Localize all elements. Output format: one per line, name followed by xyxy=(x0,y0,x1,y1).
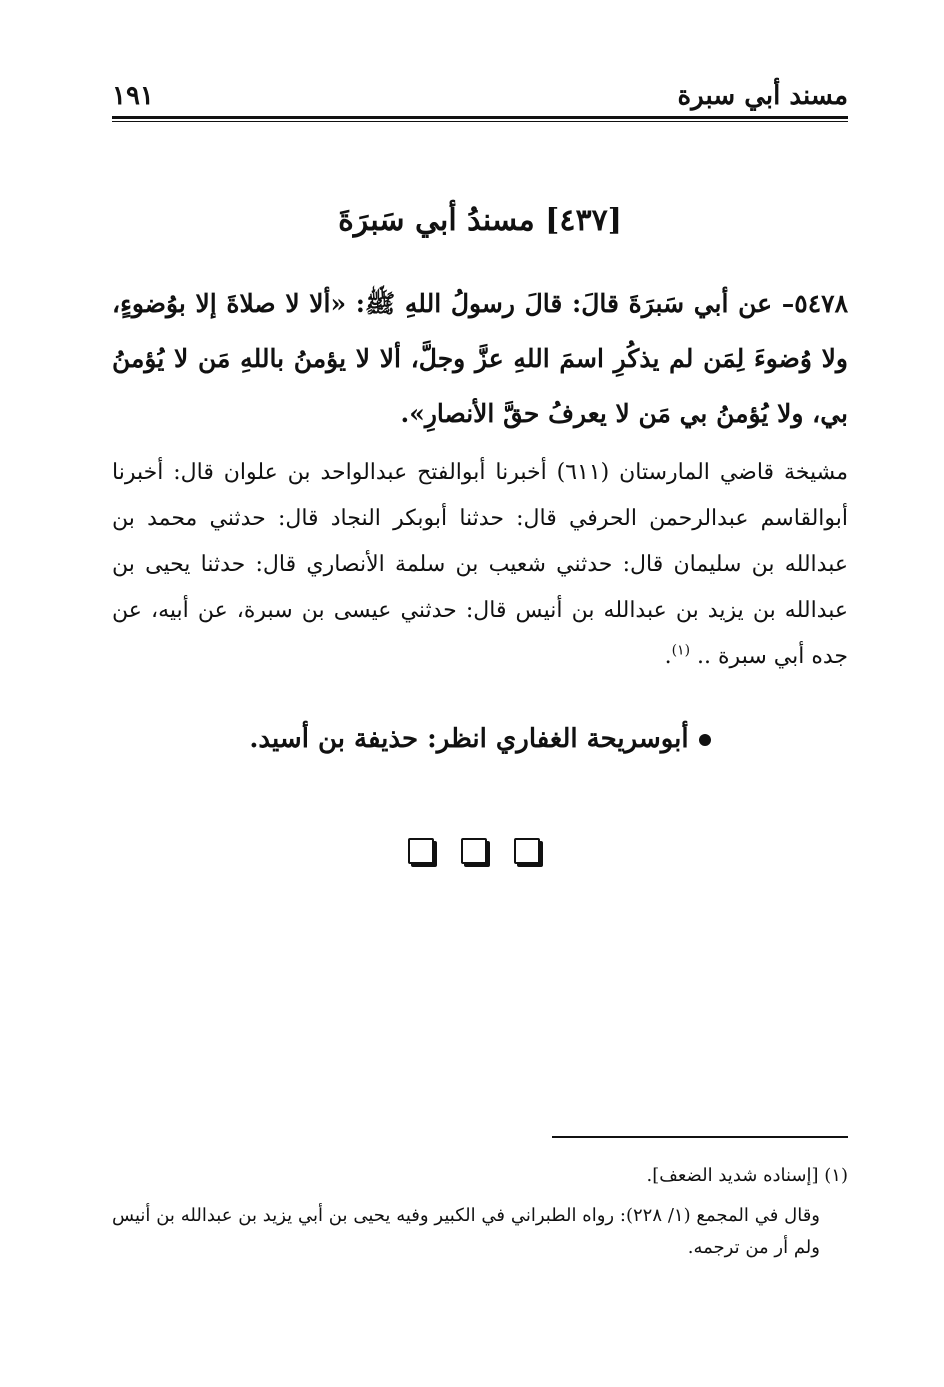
footnote-1: (١) [إسناده شديد الضعف]. xyxy=(646,1165,848,1186)
hadith-text: ٥٤٧٨– عن أبي سَبرَةَ قالَ: قالَ رسولُ اللهِ ﷺ: «ألا لا صلاةَ إلا بوُضوءٍ، ولا وُضوءَ لِمَن لم يذكُرِ اسمَ اللهِ عزَّ وجلَّ، ألا لا يؤمنُ باللهِ مَن لا يُؤمنُ بي، ولا يُؤمنُ بي مَن لا يعرفُ حقَّ الأنصارِ». xyxy=(112,289,848,428)
running-title: مسند أبي سبرة xyxy=(677,81,848,111)
bullet-icon xyxy=(699,734,711,746)
page-number: ١٩١ xyxy=(112,81,154,111)
square-ornament-icon xyxy=(514,838,540,864)
cross-reference-text: أبوسريحة الغفاري انظر: حذيفة بن أسيد. xyxy=(249,724,689,754)
section-end-ornament xyxy=(408,838,540,870)
square-ornament-icon xyxy=(408,838,434,864)
footnote-1-detail: وقال في المجمع (١/ ٢٢٨): رواه الطبراني في الكبير وفيه يحيى بن أبي يزيد بن عبدالله بن أنيس ولم أر من ترجمه. xyxy=(112,1205,820,1258)
section-title: [٤٣٧] مسندُ أبي سَبرَةَ xyxy=(338,203,622,238)
isnad-text: مشيخة قاضي المارستان (٦١١) أخبرنا أبوالفتح عبدالواحد بن علوان قال: أخبرنا أبوالقاسم عبدالرحمن الحرفي قال: حدثنا أبوبكر النجاد قال: حدثني محمد بن عبدالله بن سليمان قال: حدثني شعيب بن سلمة الأنصاري قال: حدثنا يحيى بن عبدالله بن يزيد بن عبدالله بن أنيس قال: حدثني عيسى بن سبرة، عن أبيه، عن جده أبي سبرة .. xyxy=(112,460,848,669)
footnote-reference: (١) xyxy=(671,642,691,659)
cross-reference xyxy=(112,716,848,762)
square-ornament-icon xyxy=(461,838,487,864)
footnote-separator xyxy=(552,1136,848,1138)
isnad-paragraph: مشيخة قاضي المارستان (٦١١) أخبرنا أبوالفتح عبدالواحد بن علوان قال: أخبرنا أبوالقاسم عبدالرحمن الحرفي قال: حدثنا أبوبكر النجاد قال: حدثني محمد بن عبدالله بن سليمان قال: حدثني شعيب بن سلمة الأنصاري قال: حدثنا يحيى بن عبدالله بن يزيد بن عبدالله بن أنيس قال: حدثني عيسى بن سبرة، عن أبيه، عن جده أبي سبرة .. $^{(١)}$. xyxy=(112,460,848,669)
footnotes xyxy=(112,1160,848,1272)
header-rule xyxy=(112,116,848,119)
running-header xyxy=(112,78,848,114)
header-rule-thin xyxy=(112,121,848,122)
